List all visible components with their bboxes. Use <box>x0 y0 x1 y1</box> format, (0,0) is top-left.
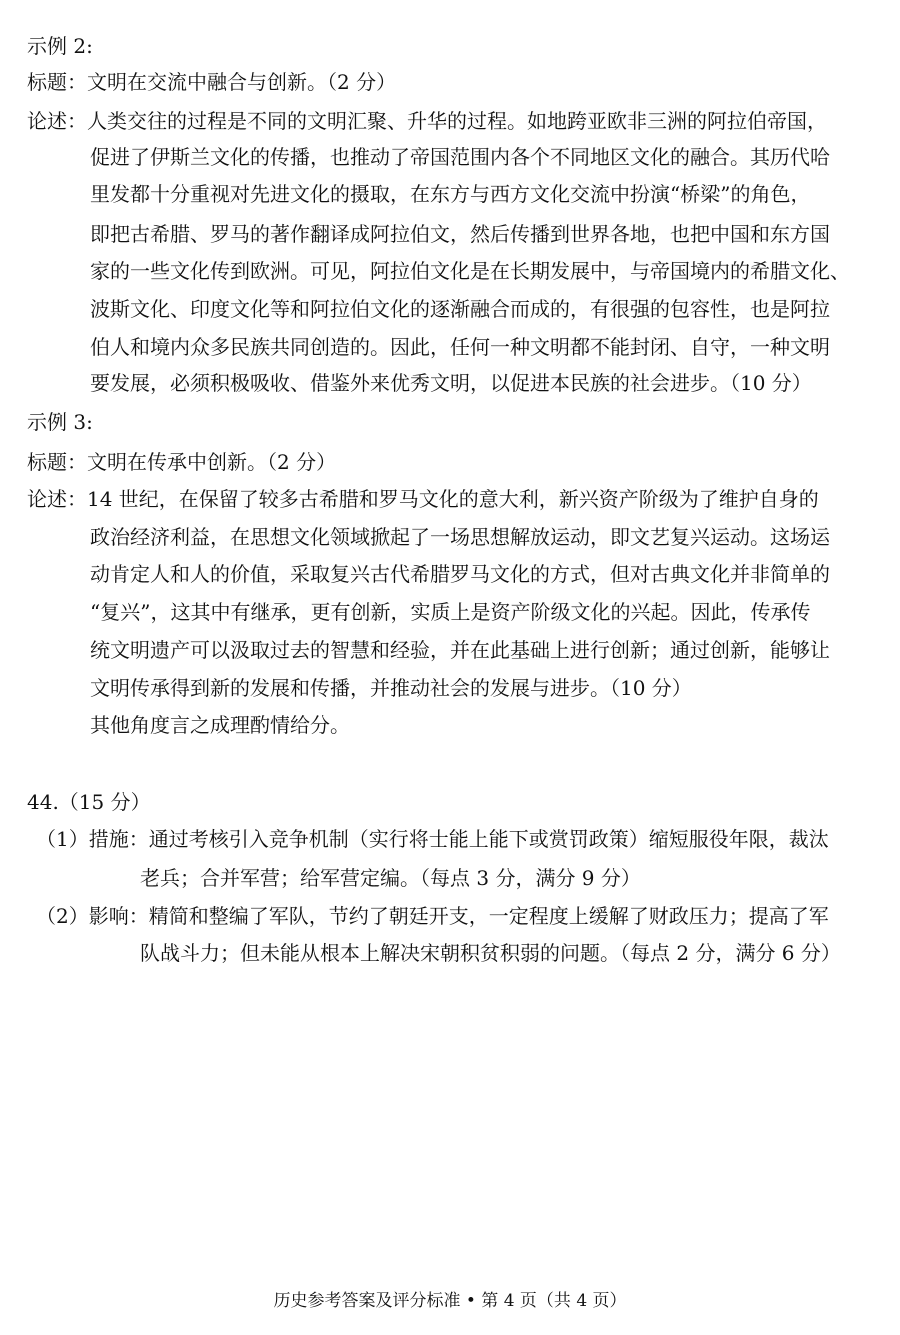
example-3-essay-line: 政治经济利益，在思想文化领域掀起了一场思想解放运动，即文艺复兴运动。这场运 <box>90 525 830 549</box>
example-2-header: 示例 2: <box>27 34 93 58</box>
example-2-essay-line: 论述：人类交往的过程是不同的文明汇聚、升华的过程。如地跨亚欧非三洲的阿拉伯帝国， <box>27 109 827 133</box>
example-3-essay-line: “复兴”，这其中有继承，更有创新，实质上是资产阶级文化的兴起。因此，传承传 <box>90 600 811 624</box>
example-2-essay-line: 里发都十分重视对先进文化的摄取，在东方与西方文化交流中扮演“桥梁”的角色， <box>90 182 811 206</box>
question-44-part1-line: 老兵；合并军营；给军营定编。（每点 3 分，满分 9 分） <box>140 866 641 890</box>
example-2-essay-line: 要发展，必须积极吸收、借鉴外来优秀文明，以促进本民族的社会进步。（10 分） <box>90 371 812 395</box>
example-3-other-note: 其他角度言之成理酌情给分。 <box>90 713 350 737</box>
question-44-part1-line: （1）措施：通过考核引入竞争机制（实行将士能上能下或赏罚政策）缩短服役年限，裁汰 <box>36 827 829 851</box>
example-2-essay-line: 家的一些文化传到欧洲。可见，阿拉伯文化是在长期发展中，与帝国境内的希腊文化、 <box>90 259 850 283</box>
example-3-essay-line: 动肯定人和人的价值，采取复兴古代希腊罗马文化的方式，但对古典文化并非简单的 <box>90 562 830 586</box>
example-2-essay-line: 促进了伊斯兰文化的传播，也推动了帝国范围内各个不同地区文化的融合。其历代哈 <box>90 145 830 169</box>
example-2-essay-line: 伯人和境内众多民族共同创造的。因此，任何一种文明都不能封闭、自守，一种文明 <box>90 335 830 359</box>
example-2-essay-line: 即把古希腊、罗马的著作翻译成阿拉伯文，然后传播到世界各地，也把中国和东方国 <box>90 222 830 246</box>
question-44-header: 44.（15 分） <box>27 790 151 814</box>
example-3-essay-line: 论述：14 世纪，在保留了较多古希腊和罗马文化的意大利，新兴资产阶级为了维护自身的 <box>27 487 819 511</box>
question-44-part2-line: 队战斗力；但未能从根本上解决宋朝积贫积弱的问题。（每点 2 分，满分 6 分） <box>140 941 841 965</box>
example-3-essay-line: 统文明遗产可以汲取过去的智慧和经验，并在此基础上进行创新；通过创新，能够让 <box>90 638 830 662</box>
example-3-header: 示例 3: <box>27 410 93 434</box>
page-footer: 历史参考答案及评分标准 • 第 4 页（共 4 页） <box>273 1291 627 1311</box>
example-2-title: 标题：文明在交流中融合与创新。（2 分） <box>27 70 397 94</box>
example-3-title: 标题：文明在传承中创新。（2 分） <box>27 450 337 474</box>
example-3-essay-line: 文明传承得到新的发展和传播，并推动社会的发展与进步。（10 分） <box>90 676 692 700</box>
question-44-part2-line: （2）影响：精简和整编了军队，节约了朝廷开支，一定程度上缓解了财政压力；提高了军 <box>36 904 829 928</box>
example-2-essay-line: 波斯文化、印度文化等和阿拉伯文化的逐渐融合而成的，有很强的包容性，也是阿拉 <box>90 297 830 321</box>
